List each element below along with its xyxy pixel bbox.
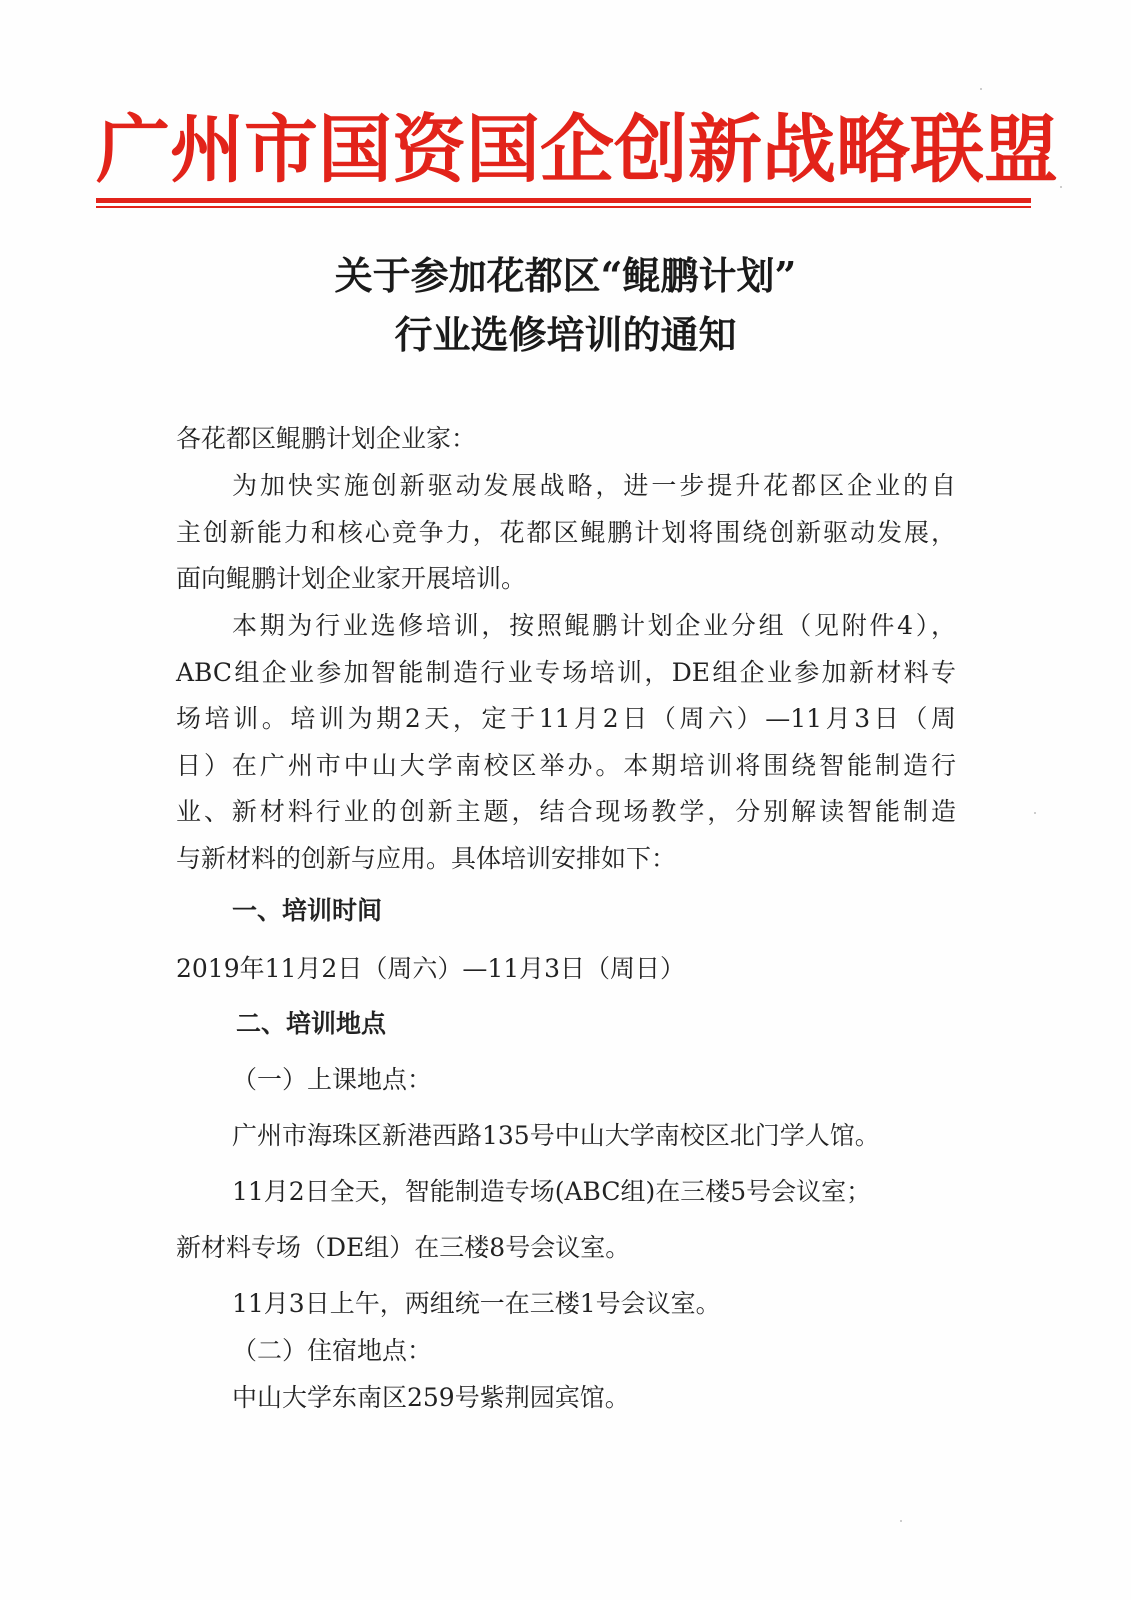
day1-arrangement-line2: 新材料专场（DE组）在三楼8号会议室。 — [176, 1233, 631, 1262]
classroom-location-heading: （一）上课地点： — [232, 1065, 433, 1094]
scan-speck — [1034, 812, 1036, 814]
letterhead-rule-thin — [96, 206, 1031, 208]
training-date: 2019年11月2日（周六）—11月3日（周日） — [176, 954, 686, 983]
salutation: 各花都区鲲鹏计划企业家： — [176, 424, 477, 453]
day1-arrangement-line1: 11月2日全天，智能制造专场(ABC组)在三楼5号会议室； — [232, 1177, 872, 1206]
classroom-address: 广州市海珠区新港西路135号中山大学南校区北门学人馆。 — [232, 1121, 880, 1150]
scan-speck — [980, 88, 982, 90]
accommodation-heading: （二）住宿地点： — [232, 1336, 433, 1365]
section-1-heading: 一、培训时间 — [232, 896, 383, 925]
scan-speck — [1060, 186, 1062, 188]
paragraph-2-line: 本期为行业选修培训，按照鲲鹏计划企业分组（见附件4）， — [232, 611, 956, 640]
notice-title-line2: 行业选修培训的通知 — [394, 312, 737, 357]
organization-letterhead: 广州市国资国企创新战略联盟 — [96, 107, 1058, 193]
paragraph-2-line: 场培训。培训为期2天，定于11月2日（周六）—11月3日（周 — [176, 704, 956, 733]
paragraph-2-line: ABC组企业参加智能制造行业专场培训，DE组企业参加新材料专 — [176, 658, 956, 687]
paragraph-2-line: 业、新材料行业的创新主题，结合现场教学，分别解读智能制造 — [176, 797, 956, 826]
paragraph-1-line: 为加快实施创新驱动发展战略，进一步提升花都区企业的自 — [232, 471, 956, 500]
notice-title-line1: 关于参加花都区“鲲鹏计划” — [334, 253, 797, 298]
paragraph-1-line: 面向鲲鹏计划企业家开展培训。 — [176, 564, 527, 593]
section-2-heading: 二、培训地点 — [236, 1009, 387, 1038]
letterhead-rule-thick — [96, 198, 1031, 203]
accommodation-address: 中山大学东南区259号紫荆园宾馆。 — [232, 1383, 630, 1412]
paragraph-1-line: 主创新能力和核心竞争力，花都区鲲鹏计划将围绕创新驱动发展， — [176, 518, 956, 547]
day2-arrangement: 11月3日上午，两组统一在三楼1号会议室。 — [232, 1289, 721, 1318]
paragraph-2-line: 日）在广州市中山大学南校区举办。本期培训将围绕智能制造行 — [176, 751, 956, 780]
scan-speck — [900, 1520, 902, 1522]
paragraph-2-line: 与新材料的创新与应用。具体培训安排如下： — [176, 844, 677, 873]
